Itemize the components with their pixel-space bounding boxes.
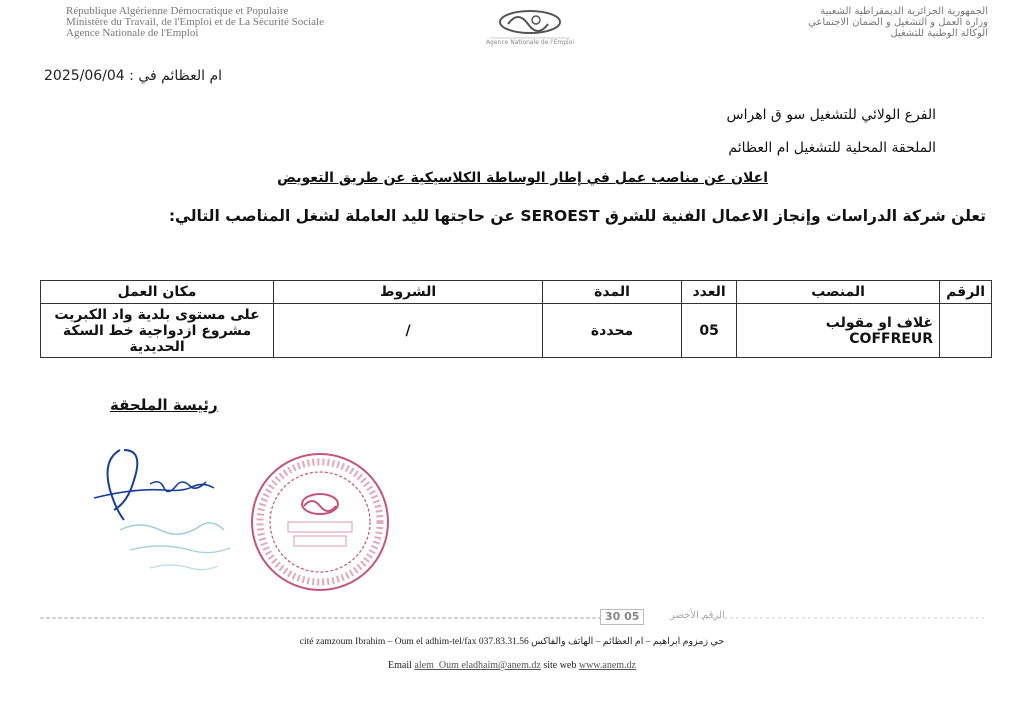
header-ar-line3: الوكالة الوطنية للتشغيل (890, 28, 988, 39)
footer-address: cité zamzoum Ibrahim – Oum el adhim-tel/fax 037.83.31.56 حي زمزوم ابراهيم – ام العظائم – الهاتف والفاكس (299, 637, 725, 647)
site-label: site web (543, 660, 577, 671)
announcement-intro: تعلن شركة الدراسات وإنجاز الاعمال الفنية للشرق SEROEST عن حاجتها لليد العاملة لشغل المناصب التالي: (168, 207, 986, 225)
header-number: الرقم (940, 281, 992, 304)
logo-caption: Agence Nationale de l'Emploi (485, 39, 575, 46)
row-position (737, 304, 940, 358)
faint-stamp-imprint (100, 510, 260, 580)
green-number-badge (600, 609, 644, 625)
jobs-table (40, 280, 992, 358)
row-number (940, 304, 992, 358)
anem-logo-icon (470, 6, 590, 54)
header-french (66, 6, 436, 39)
workplace-line-2: مشروع ازدواجية خط السكة الحديدية (62, 322, 252, 355)
header-arabic (608, 6, 988, 39)
email-link[interactable]: alem_Oum eladhaim@anem.dz (414, 660, 541, 671)
date-value: 2025/06/04 (44, 68, 125, 84)
position-french: COFFREUR (849, 330, 934, 347)
row-conditions: / (274, 304, 543, 358)
header-ar-line2: وزارة العمل و التشغيل و الضمان الاجتماعي (808, 17, 988, 28)
footer-divider (40, 611, 984, 625)
green-number: 30 05 (605, 610, 640, 623)
header-conditions: الشروط (274, 281, 543, 304)
branch-line-1: الفرع الولائي للتشغيل سو ق اهراس (726, 107, 936, 123)
header-fr-line1: République Algérienne Démocratique et Populaire (66, 5, 289, 17)
official-stamp (248, 450, 393, 595)
announcement-title: اعلان عن مناصب عمل في إطار الوساطة الكلاسيكية عن طريق التعويض (277, 170, 768, 186)
document-date (44, 68, 222, 84)
website-link[interactable]: www.anem.dz (578, 660, 636, 671)
position-arabic: غلاف او مقولب (825, 314, 934, 331)
header-workplace: مكان العمل (41, 281, 274, 304)
row-count: 05 (682, 304, 737, 358)
header-position: المنصب (737, 281, 940, 304)
workplace-line-1: على مستوى بلدية واد الكبريت (54, 306, 260, 323)
header-count: العدد (682, 281, 737, 304)
branch-line-2: الملحقة المحلية للتشغيل ام العظائم (728, 140, 936, 156)
signature-title: رئيسة الملحقة (110, 396, 218, 414)
header-ar-line1: الجمهورية الجزائرية الديمقراطية الشعبية (820, 6, 988, 17)
green-number-label: الرقم الأخضر (670, 610, 725, 621)
table-row (41, 304, 992, 358)
header-duration: المدة (543, 281, 682, 304)
table-header-row (41, 281, 992, 304)
date-label: ام العظائم في : (129, 68, 223, 84)
row-duration: محددة (543, 304, 682, 358)
row-workplace (41, 304, 274, 358)
footer-contact (0, 660, 1024, 671)
header-fr-line2: Ministère du Travail, de l'Emploi et de La Sécurité Sociale (66, 16, 324, 28)
header-fr-line3: Agence Nationale de l'Emploi (66, 27, 199, 39)
email-label: Email (388, 660, 412, 671)
